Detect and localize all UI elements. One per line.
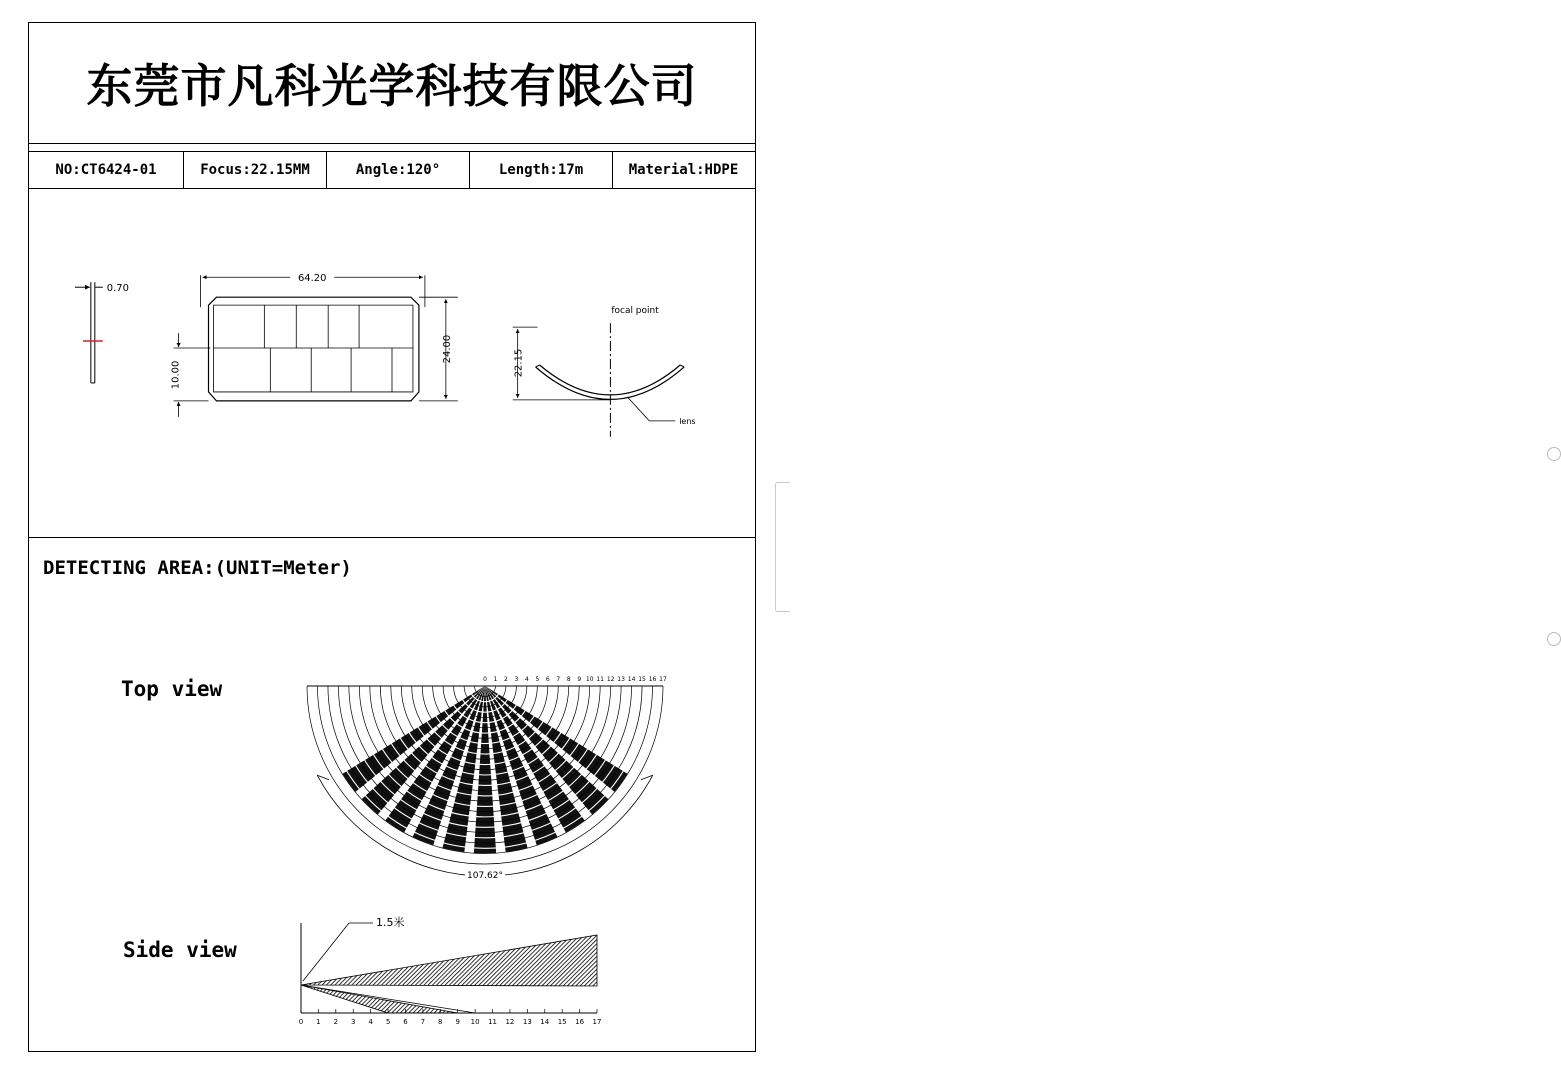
- scale-tick-label: 14: [627, 676, 636, 683]
- scale-tick-label: 4: [524, 676, 529, 683]
- side-scale-label: 3: [351, 1018, 356, 1026]
- lower-detection-beam: [301, 985, 458, 1013]
- side-view-label: Side view: [123, 938, 237, 962]
- side-scale-label: 2: [333, 1018, 339, 1026]
- side-view-diagram: [289, 903, 639, 1026]
- side-scale-label: 0: [298, 1018, 304, 1026]
- scale-tick-label: 5: [535, 676, 540, 683]
- side-scale-label: 13: [522, 1018, 532, 1026]
- spec-row: [29, 151, 755, 189]
- spec-length: Length:17m: [470, 152, 613, 188]
- scale-tick-label: 8: [566, 676, 571, 683]
- scale-tick-label: 0: [483, 676, 487, 683]
- angle-label: 107.62°: [467, 871, 503, 881]
- spec-focus: Focus:22.15MM: [184, 152, 327, 188]
- scale-tick-label: 9: [577, 676, 582, 683]
- spec-angle: Angle:120°: [327, 152, 470, 188]
- scale-tick-label: 13: [617, 676, 625, 683]
- title-row: [29, 23, 755, 144]
- scale-tick-label: 6: [545, 676, 550, 683]
- scroll-indicator-icon[interactable]: [1547, 632, 1561, 646]
- height-dimension: 24.00: [441, 334, 453, 364]
- scale-tick-label: 2: [504, 676, 508, 683]
- scale-tick-label: 1: [493, 676, 498, 683]
- side-scale-label: 11: [488, 1018, 497, 1026]
- focal-length-dimension: 22.15: [513, 348, 525, 378]
- scale-tick-label: 11: [596, 676, 604, 683]
- top-view-label: Top view: [121, 677, 223, 701]
- height-leader: [303, 923, 373, 981]
- side-scale-label: 12: [505, 1018, 515, 1026]
- lens-front-view: [171, 271, 458, 417]
- scroll-indicator-icon[interactable]: [1547, 447, 1561, 461]
- company-name: 东莞市凡科光学科技有限公司: [86, 59, 698, 113]
- spec-material: Material:HDPE: [628, 162, 739, 178]
- lens-profile: [513, 306, 696, 437]
- side-scale-label: 16: [575, 1018, 585, 1026]
- side-scale-label: 15: [557, 1018, 567, 1026]
- half-height-dimension: 10.00: [170, 360, 182, 390]
- install-height-label: 1.5米: [376, 916, 405, 929]
- scale-tick-label: 7: [556, 676, 561, 683]
- thickness-value: 0.70: [106, 283, 129, 295]
- width-dimension: 64.20: [297, 273, 327, 285]
- side-scale-label: 7: [420, 1018, 426, 1026]
- lens-technical-drawing: [29, 187, 755, 537]
- scale-tick-label: 17: [659, 676, 667, 683]
- scale-tick-label: 3: [514, 676, 519, 683]
- side-scale-label: 10: [470, 1018, 480, 1026]
- lens-label: lens: [679, 416, 696, 426]
- side-scale-label: 4: [368, 1018, 373, 1026]
- scale-tick-label: 12: [606, 676, 615, 683]
- side-scale-label: 8: [438, 1018, 443, 1026]
- side-scale-label: 14: [540, 1018, 550, 1026]
- side-panel-tab[interactable]: [775, 482, 790, 612]
- spec-sheet: [28, 22, 756, 1052]
- side-scale-label: 17: [592, 1018, 602, 1026]
- side-scale-label: 1: [316, 1018, 321, 1026]
- detecting-area-title: DETECTING AREA:(UNIT=Meter): [43, 557, 352, 579]
- side-scale-label: 5: [385, 1018, 391, 1026]
- upper-detection-beam: [301, 935, 597, 986]
- scale-tick-label: 10: [585, 676, 594, 683]
- side-scale-label: 6: [403, 1018, 408, 1026]
- spec-model-number: NO:CT6424-01: [29, 152, 184, 188]
- scale-tick-label: 16: [648, 676, 657, 683]
- section-divider: [29, 537, 755, 538]
- scale-tick-label: 15: [638, 676, 646, 683]
- focal-point-label: focal point: [611, 306, 659, 317]
- side-scale-label: 9: [455, 1018, 460, 1026]
- thickness-sketch: [75, 282, 129, 383]
- top-view-diagram: [259, 643, 679, 893]
